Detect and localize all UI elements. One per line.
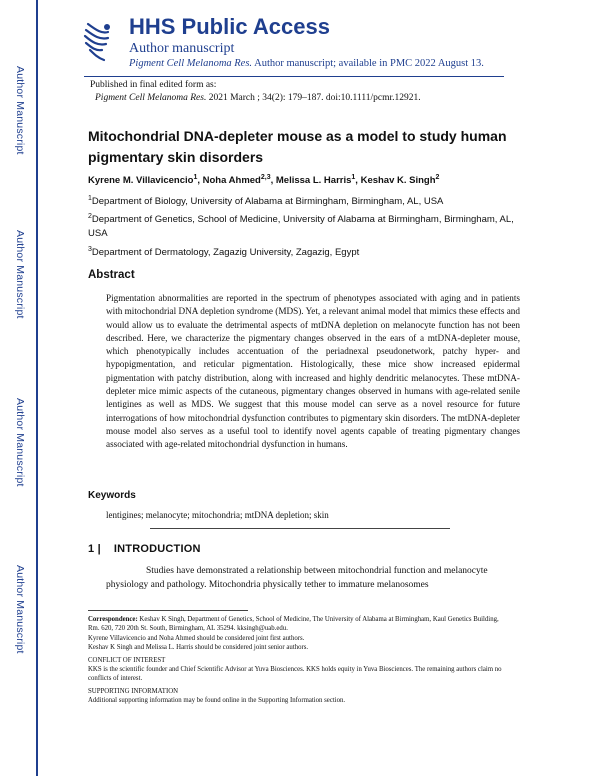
- author-affiliation-sup: 2: [435, 174, 440, 181]
- hhs-subtitle: Author manuscript: [129, 41, 235, 56]
- author-name: Keshav K. Singh: [360, 175, 436, 187]
- introduction-heading: 1 | INTRODUCTION: [88, 543, 201, 555]
- joint-first-note: Kyrene Villavicencio and Noha Ahmed should be considered joint first authors.: [88, 635, 305, 642]
- affiliation-text: Department of Dermatology, Zagazig University, Zagazig, Egypt: [91, 247, 360, 259]
- keywords-text: lentigines; melanocyte; mitochondria; mtDNA depletion; skin: [106, 510, 329, 520]
- si-heading: SUPPORTING INFORMATION: [88, 688, 179, 695]
- joint-senior-note: Keshav K Singh and Melissa L. Harris should be considered joint senior authors.: [88, 644, 309, 651]
- hhs-eagle-logo-icon: [82, 20, 114, 62]
- abstract-heading: Abstract: [88, 269, 135, 281]
- side-label-author-manuscript: Author Manuscript: [14, 66, 26, 155]
- side-divider: [36, 0, 38, 776]
- correspondence-label: Correspondence:: [88, 616, 138, 623]
- affiliation: [88, 243, 528, 260]
- affiliation: [88, 192, 528, 209]
- coi-heading: CONFLICT OF INTEREST: [88, 657, 166, 664]
- author-name: Noha Ahmed: [202, 175, 261, 187]
- citation-details: 2021 March ; 34(2): 179–187. doi:10.1111/pcmr.12921.: [206, 93, 421, 103]
- hhs-title: HHS Public Access: [129, 14, 330, 39]
- correspondence-text: Keshav K Singh, Department of Genetics, School of Medicine, The University of Alabama at Birmingham, Kaul Genetics Building, Rm. 620, 720 20th St. South, Birmingham, AL 35294. kksingh@uab.edu.: [88, 616, 499, 632]
- affiliation-sup: 1: [88, 195, 92, 202]
- author-name: Melissa L. Harris: [275, 175, 352, 187]
- citation-line: [95, 93, 421, 103]
- correspondence-note: [88, 615, 508, 633]
- affiliation: [88, 210, 528, 241]
- hhs-availability: Author manuscript; available in PMC 2022 August 13.: [252, 58, 484, 69]
- coi-text: KKS is the scientific founder and Chief Scientific Advisor at Yuva Biosciences. KKS holds equity in Yuva Biosciences. The remaining authors claim no conflicts of interest.: [88, 666, 502, 682]
- published-in-label: Published in final edited form as:: [90, 80, 217, 90]
- author-name: Kyrene M. Villavicencio: [88, 175, 194, 187]
- author-affiliation-sup: 1: [193, 174, 198, 181]
- keywords-rule: [150, 528, 450, 529]
- affiliation-sup: 3: [88, 246, 92, 253]
- author-affiliation-sup: 1: [351, 174, 356, 181]
- side-label-author-manuscript: Author Manuscript: [14, 230, 26, 319]
- affiliation-sup: 2: [88, 213, 92, 220]
- introduction-text: Studies have demonstrated a relationship between mitochondrial function and melanocyte physiology and pathology. Mitochondria physically tether to immature melanosomes: [106, 566, 488, 590]
- side-label-author-manuscript: Author Manuscript: [14, 398, 26, 487]
- author-list: Kyrene M. Villavicencio$^1$, Noha Ahmed$^{2,3}$, Melissa L. Harris$^1$, Keshav K. Singh$^2$: [88, 174, 440, 187]
- keywords-heading: Keywords: [88, 490, 136, 501]
- hhs-journal-line: [129, 58, 484, 69]
- side-label-author-manuscript: Author Manuscript: [14, 565, 26, 654]
- abstract-text: Pigmentation abnormalities are reported in the spectrum of phenotypes associated with aging and in patients with mitochondrial DNA depletion syndrome (MDS). Yet, a relevant animal model that mimics these effects and would allow us to evaluate the detrimental aspects of mtDNA depletion on melanocyte function has not been described. Here, we characterize the pigmentary changes observed in the ears of a mtDNA-depleter mouse, which phenotypically includes accentuation of the periadnexal pseudonetwork, patchy hyper- and hypopigmentation, and reticular pigmentation. Histologically, these mice show increased epidermal pigmentation with patchy distribution, along with increased and highly dendritic melanocytes. These mtDNA-depleter mice mimic aspects of the cutaneous, pigmentary changes observed in humans with age-related senile lentigines as well as MDS. We suggest that this mouse model can serve as a novel resource for future interrogations of how mitochondrial dysfunction contributes to pigmentary skin disorders. The mtDNA-depleter mouse model also serves as a useful tool to identify novel agents capable of treating pigmentary changes associated with age-related mitochondrial dysfunction in humans.: [106, 293, 520, 450]
- author-affiliation-sup: 2,3: [260, 174, 271, 181]
- footnote-rule: [88, 610, 248, 611]
- si-text: Additional supporting information may be found online in the Supporting Information section.: [88, 697, 346, 704]
- hhs-journal-name: Pigment Cell Melanoma Res.: [129, 58, 253, 69]
- article-title: Mitochondrial DNA-depleter mouse as a model to study human pigmentary skin disorders: [88, 128, 507, 165]
- affiliation-text: Department of Genetics, School of Medicine, University of Alabama at Birmingham, Birmingham, AL, USA: [88, 214, 514, 240]
- citation-journal: Pigment Cell Melanoma Res.: [95, 93, 207, 103]
- affiliation-text: Department of Biology, University of Alabama at Birmingham, Birmingham, AL, USA: [91, 196, 444, 208]
- header-rule: [84, 76, 504, 77]
